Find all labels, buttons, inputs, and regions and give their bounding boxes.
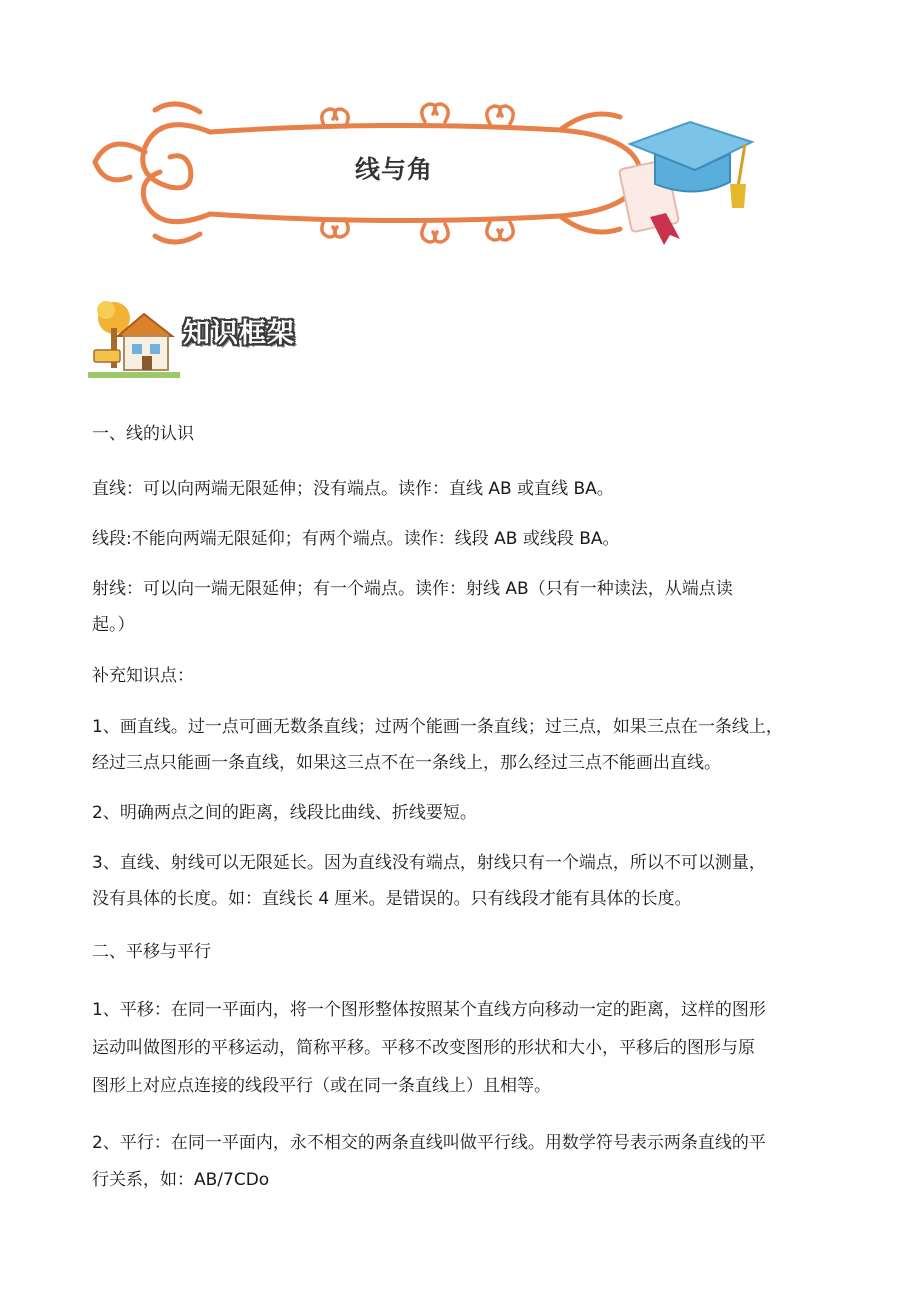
ray-definition-cont: 起。）: [92, 615, 135, 635]
point-3: 3、直线、射线可以无限延长。因为直线没有端点，射线只有一个端点，所以不可以测量，: [92, 853, 766, 873]
section-title: 知识框架: [183, 318, 295, 349]
point-3-cont: 没有具体的长度。如：直线长 4 厘米。是错误的。只有线段才能有具体的长度。: [92, 889, 692, 909]
point-1: 1、画直线。过一点可画无数条直线；过两个能画一条直线；过三点，如果三点在一条线上，: [92, 717, 783, 737]
parallel-def-cont: 行关系，如：AB/7CDo: [92, 1170, 270, 1190]
page-title: 线与角: [355, 155, 434, 184]
segment-definition: 线段:不能向两端无限延仰；有两个端点。读作：线段 AB 或线段 BA。: [92, 529, 620, 549]
point-2: 2、明确两点之间的距离，线段比曲线、折线要短。: [92, 803, 477, 823]
translation-def: 1、平移：在同一平面内，将一个图形整体按照某个直线方向移动一定的距离，这样的图形: [92, 1000, 766, 1020]
heading-line-recognition: 一、线的认识: [92, 424, 194, 444]
translation-def-cont: 运动叫做图形的平移运动，简称平移。平移不改变图形的形状和大小，平移后的图形与原: [92, 1038, 755, 1058]
supplement-label: 补充知识点：: [92, 666, 194, 686]
translation-def-cont-2: 图形上对应点连接的线段平行（或在同一条直线上）且相等。: [92, 1076, 551, 1096]
line-definition: 直线：可以向两端无限延伸；没有端点。读作：直线 AB 或直线 BA。: [92, 479, 614, 499]
point-1-cont: 经过三点只能画一条直线，如果这三点不在一条线上，那么经过三点不能画出直线。: [92, 753, 721, 773]
heading-translation-parallel: 二、平移与平行: [92, 942, 211, 962]
parallel-def: 2、平行：在同一平面内，永不相交的两条直线叫做平行线。用数学符号表示两条直线的平: [92, 1133, 766, 1153]
ray-definition: 射线：可以向一端无限延伸；有一个端点。读作：射线 AB（只有一种读法，从端点读: [92, 579, 733, 599]
house-icon: [88, 292, 180, 382]
